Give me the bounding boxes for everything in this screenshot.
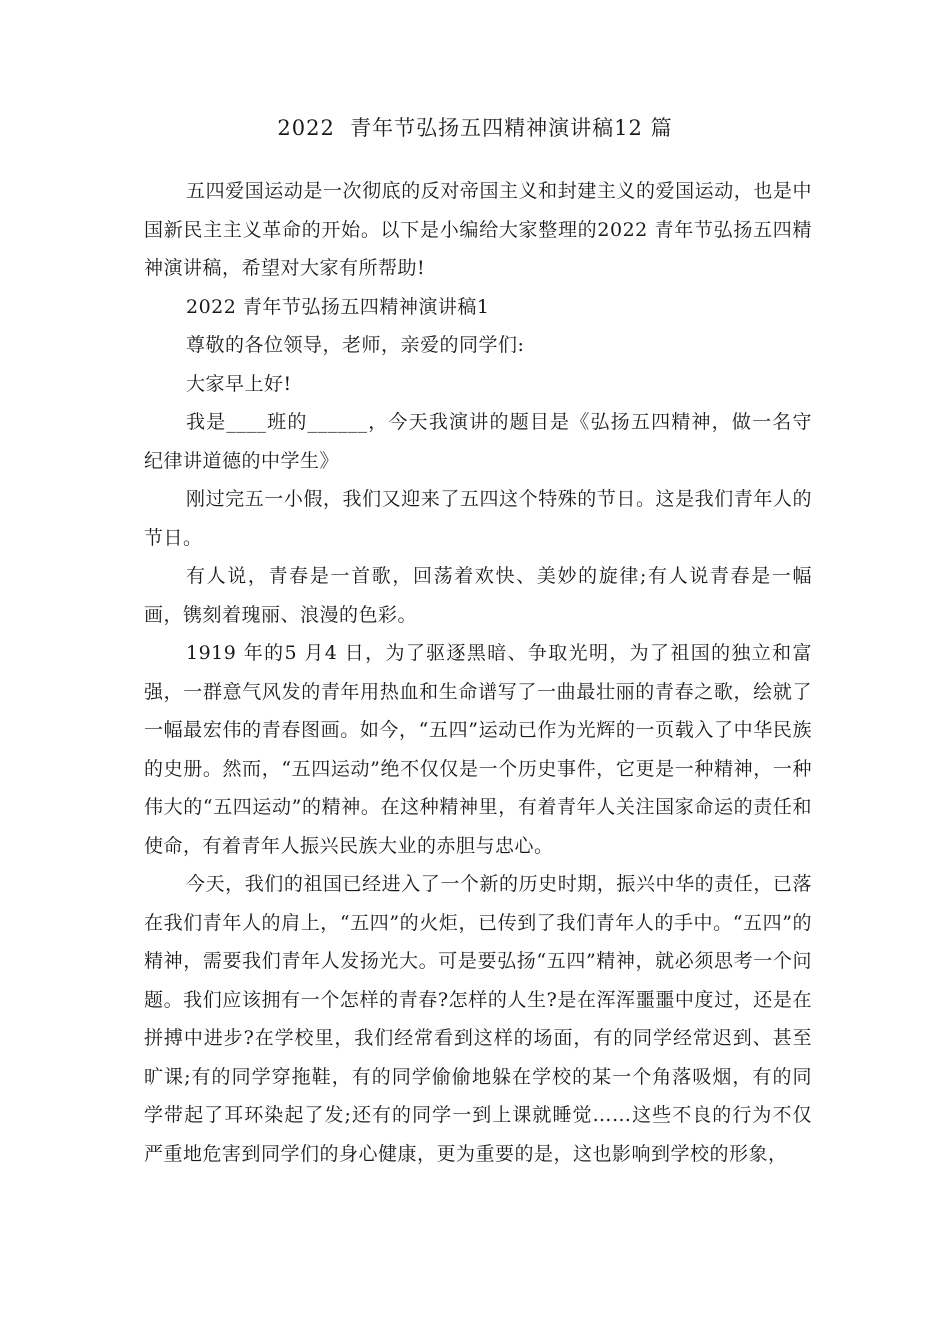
paragraph-speech-heading: 2022 青年节弘扬五四精神演讲稿1: [186, 295, 490, 318]
document-body: [144, 172, 812, 1173]
paragraph-intro: 五四爱国运动是一次彻底的反对帝国主义和封建主义的爱国运动，也是中国新民主主义革命的开始。以下是小编给大家整理的2022 青年节弘扬五四精神演讲稿，希望对大家有所帮助!: [144, 180, 812, 279]
document-title: 2022 青年节弘扬五四精神演讲稿12 篇: [277, 116, 673, 140]
paragraph-holiday: 刚过完五一小假，我们又迎来了五四这个特殊的节日。这是我们青年人的节日。: [144, 488, 812, 549]
paragraph-today: 今天，我们的祖国已经进入了一个新的历史时期，振兴中华的责任，已落在我们青年人的肩上，“五四”的火炬，已传到了我们青年人的手中。“五四”的精神，需要我们青年人发扬光大。可是要弘扬“五四”精神，就必须思考一个问题。我们应该拥有一个怎样的青春?怎样的人生?是在浑浑噩噩中度过，还是在拼搏中进步?在学校里，我们经常看到这样的场面，有的同学经常迟到、甚至旷课;有的同学穿拖鞋，有的同学偷偷地躲在学校的某一个角落吸烟，有的同学带起了耳环染起了发;还有的同学一到上课就睡觉……这些不良的行为不仅严重地危害到同学们的身心健康，更为重要的是，这也影响到学校的形象，: [144, 873, 812, 1165]
paragraph-youth-metaphor: 有人说，青春是一首歌，回荡着欢快、美妙的旋律;有人说青春是一幅画，镌刻着瑰丽、浪漫的色彩。: [144, 565, 812, 626]
paragraph-history: 1919 年的5 月4 日，为了驱逐黑暗、争取光明，为了祖国的独立和富强，一群意气风发的青年用热血和生命谱写了一曲最壮丽的青春之歌，绘就了一幅最宏伟的青春图画。如今，“五四”运动已作为光辉的一页载入了中华民族的史册。然而，“五四运动”绝不仅仅是一个历史事件，它更是一种精神，一种伟大的“五四运动”的精神。在这种精神里，有着青年人关注国家命运的责任和使命，有着青年人振兴民族大业的赤胆与忠心。: [144, 642, 812, 857]
paragraph-salutation: 尊敬的各位领导，老师，亲爱的同学们:: [186, 334, 525, 356]
paragraph-greeting: 大家早上好!: [186, 372, 292, 395]
paragraph-speech-topic: 我是____班的______，今天我演讲的题目是《弘扬五四精神，做一名守纪律讲道德的中学生》: [144, 411, 812, 472]
